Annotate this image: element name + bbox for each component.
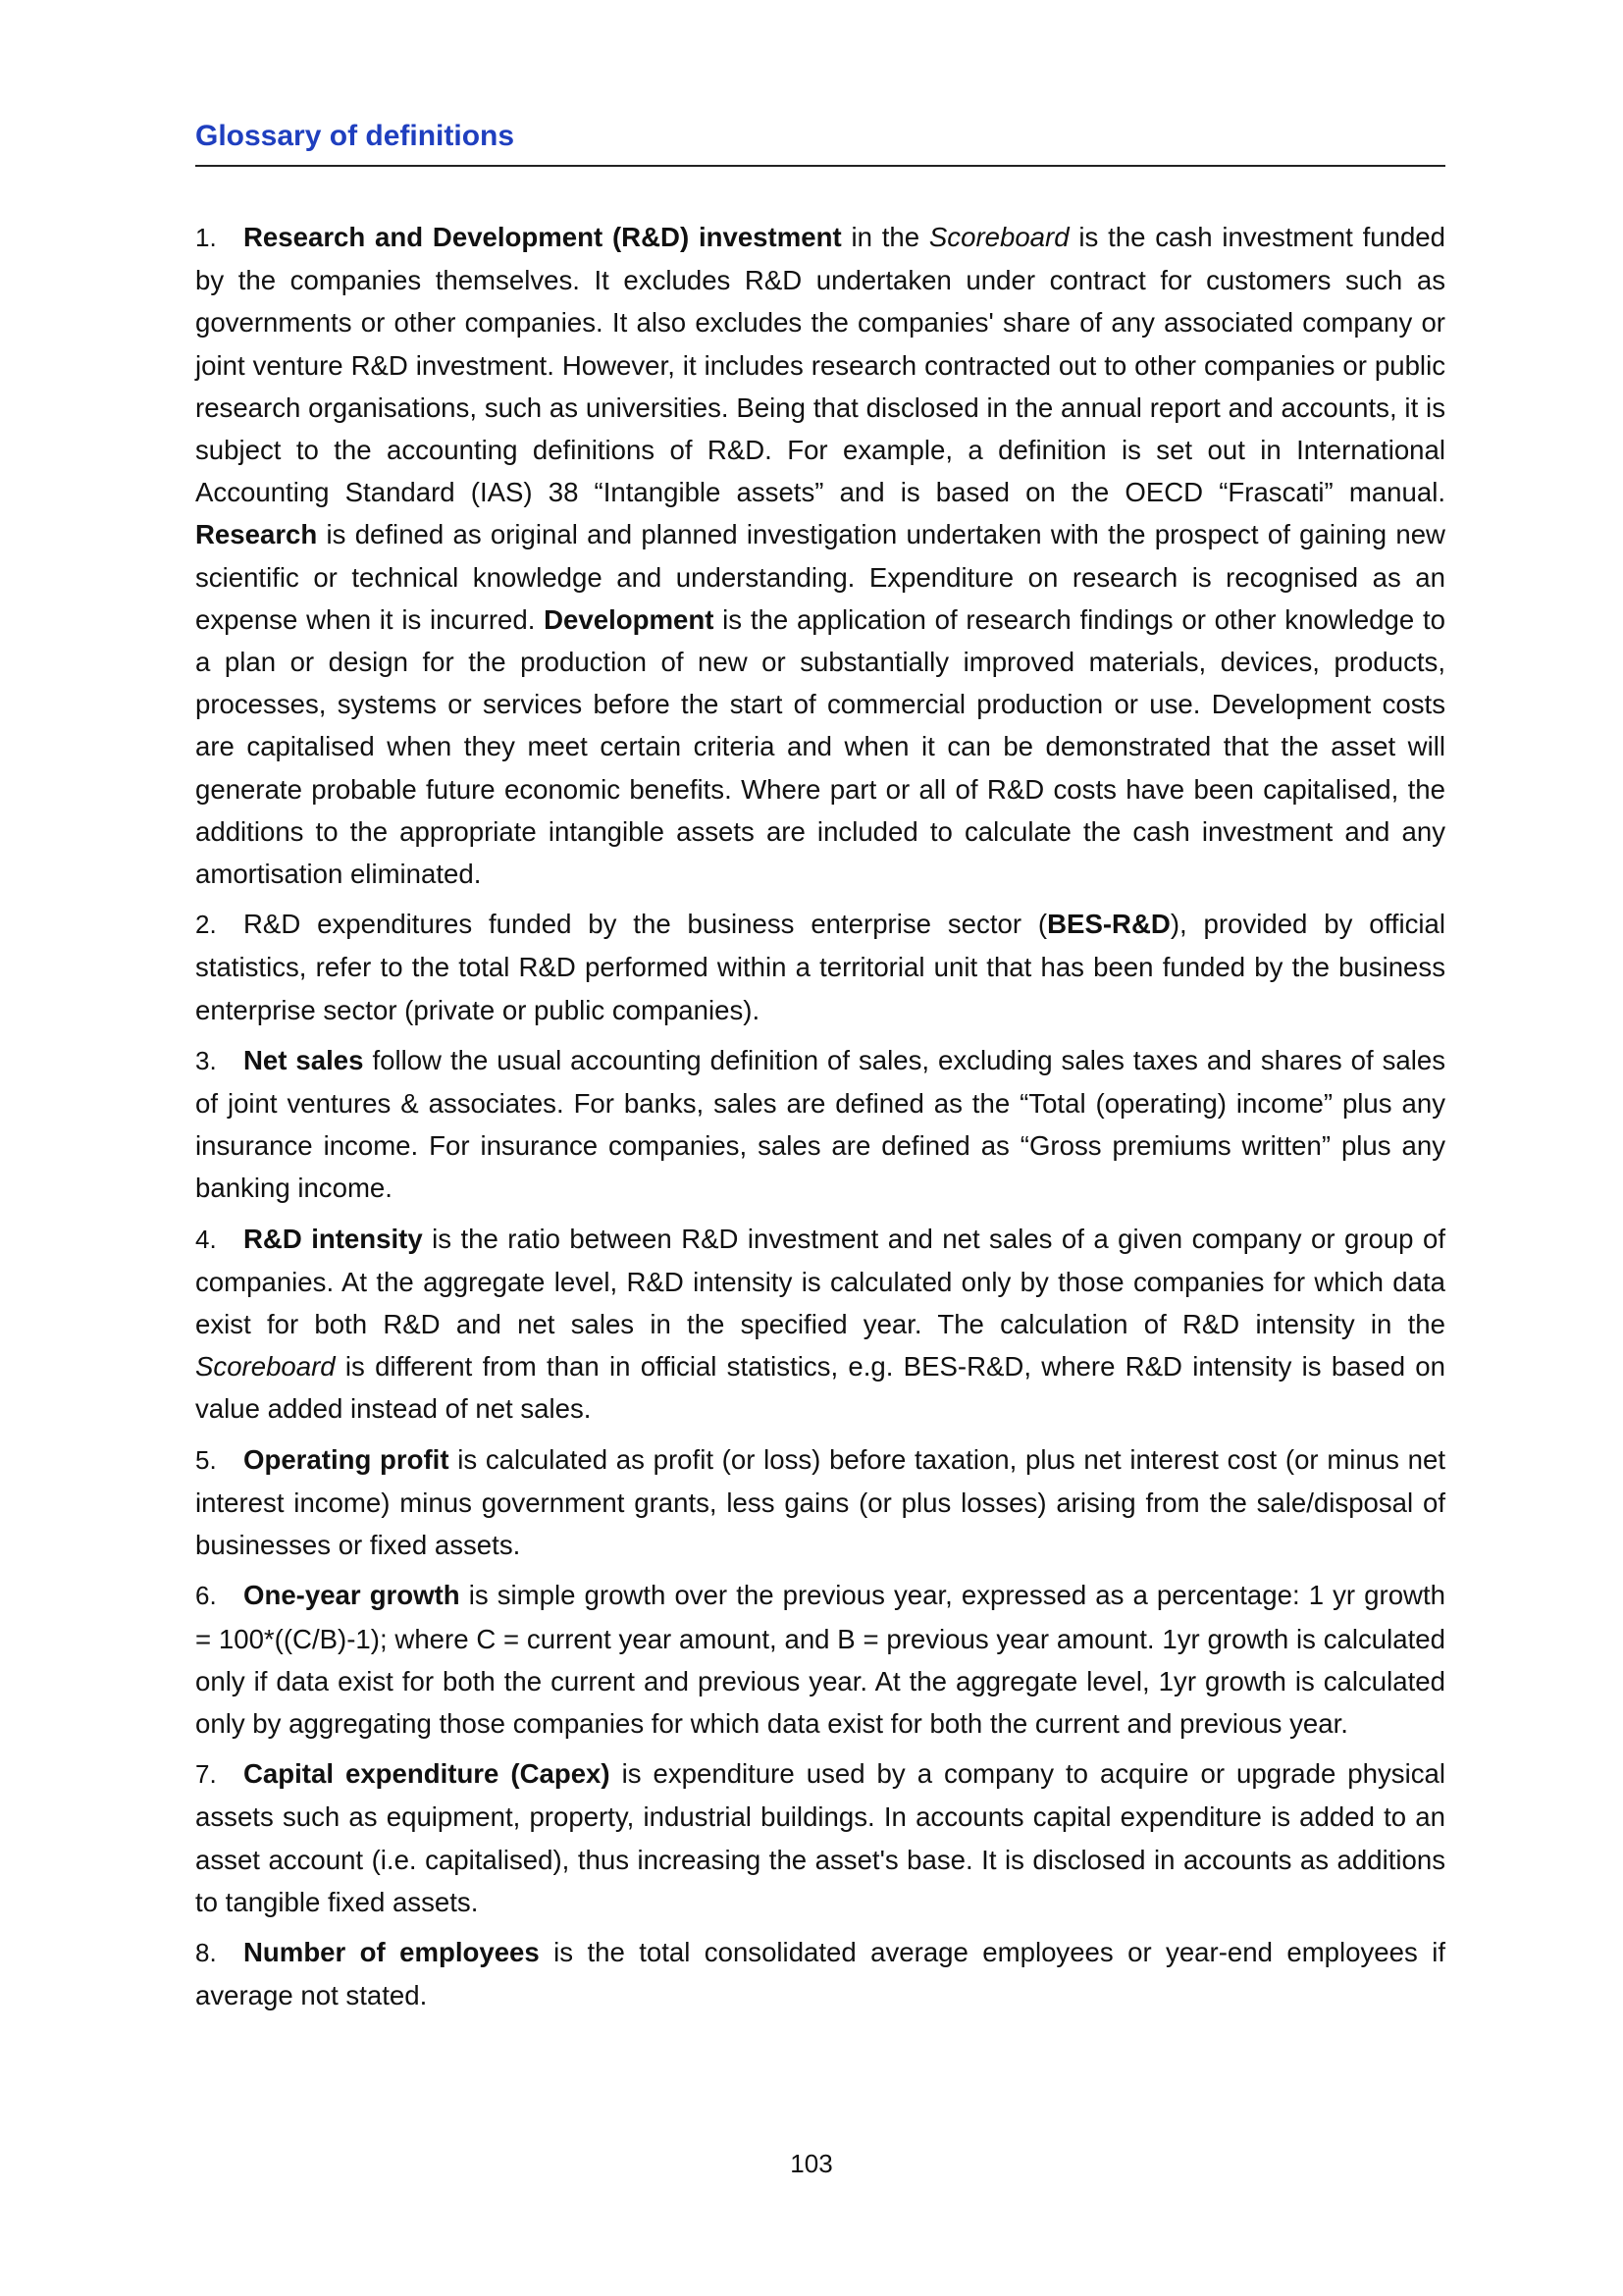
definition-term-research: Research xyxy=(195,519,318,550)
definition-text: is calculated as profit (or loss) before taxation, plus net interest cost (or minus net interest income) minus government grants, less gains (or plus losses) arising from the sale/disposal of businesses or fixed assets. xyxy=(195,1443,1445,1561)
definition-text: is expenditure used by a company to acquire or upgrade physical assets such as equipment, property, industrial buildings. In accounts capital expenditure is added to an asset account (i.e. capitalised), thus increasing the asset's base. It is disclosed in accounts as additions to tangible fixed assets. xyxy=(195,1758,1445,1917)
definition-1 xyxy=(195,216,1445,895)
definition-text: is the total consolidated average employees or year-end employees if average not stated. xyxy=(195,1936,1445,2011)
definition-number: 8. xyxy=(195,1937,217,1967)
definition-term: Research and Development (R&D) investment xyxy=(243,222,842,252)
definition-term: BES-R&D xyxy=(1047,909,1171,940)
definition-text: is defined as original and planned investigation undertaken with the prospect of gaining new scientific or technical knowledge and understanding. Expenditure on research is recognised as an expense when it is incurred. xyxy=(195,519,1445,635)
definition-number: 5. xyxy=(195,1444,217,1475)
definition-8 xyxy=(195,1931,1445,2016)
title-divider xyxy=(195,165,1445,167)
definition-term-development: Development xyxy=(544,603,714,635)
definition-text: is different from than in official statistics, e.g. BES-R&D, where R&D intensity is based on value added instead of net sales. xyxy=(195,1351,1445,1425)
definition-number: 3. xyxy=(195,1045,217,1075)
definition-text: R&D expenditures funded by the business enterprise sector ( xyxy=(243,909,1048,940)
definition-term: Capital expenditure (Capex) xyxy=(243,1758,610,1790)
definition-number: 6. xyxy=(195,1581,217,1611)
definition-term: Operating profit xyxy=(243,1443,449,1475)
definition-term: One-year growth xyxy=(243,1580,460,1611)
definition-number: 1. xyxy=(195,223,217,252)
definition-text: ), provided by official statistics, refer to the total R&D performed within a territorial unit that has been funded by the business enterprise sector (private or public companies). xyxy=(195,909,1446,1025)
definition-term: Number of employees xyxy=(243,1936,540,1967)
document-page xyxy=(195,116,1445,2024)
definition-number: 7. xyxy=(195,1759,217,1790)
definition-text: is the ratio between R&D investment and net sales of a given company or group of companies. At the aggregate level, R&D intensity is calculated only by those companies for which data exist for both R&D and net sales in the specified year. The calculation of R&D intensity in the xyxy=(195,1223,1445,1340)
definition-term: Net sales xyxy=(243,1044,364,1075)
scoreboard-reference: Scoreboard xyxy=(928,222,1070,252)
definition-text: follow the usual accounting definition of sales, excluding sales taxes and shares of sales of joint ventures & associates. For banks, sales are defined as the “Total (operating) income” plus any insurance income. For insurance companies, sales are defined as “Gross premiums written” plus any banking income. xyxy=(195,1044,1445,1204)
definition-7 xyxy=(195,1752,1445,1923)
definition-text: in the xyxy=(841,222,929,252)
definition-text: is the cash investment funded by the companies themselves. It excludes R&D undertaken under contract for customers such as governments or other companies. It also excludes the companies' share of any associated company or joint venture R&D investment. However, it includes research contracted out to other companies or public research organisations, such as universities. Being that disclosed in the annual report and accounts, it is subject to the accounting definitions of R&D. For example, a definition is set out in International Accounting Standard (IAS) 38 “Intangible assets” and is based on the OECD “Frascati” manual. xyxy=(195,222,1445,508)
scoreboard-reference: Scoreboard xyxy=(195,1351,336,1383)
definition-3 xyxy=(195,1039,1445,1210)
page-number: 103 xyxy=(790,2149,833,2178)
page-title: Glossary of definitions xyxy=(195,120,515,152)
definition-text: is simple growth over the previous year, expressed as a percentage: 1 yr growth = 100*((C/B)-1); where C = current year amount, and B = previous year amount. 1yr growth is calculated only if data exist for both the current and previous year. At the aggregate level, 1yr growth is calculated only by aggregating those companies for which data exist for both the current and previous year. xyxy=(195,1580,1446,1739)
definition-term: R&D intensity xyxy=(243,1223,423,1254)
definition-6 xyxy=(195,1574,1445,1745)
definition-2 xyxy=(195,903,1445,1031)
definition-number: 4. xyxy=(195,1224,217,1254)
definition-number: 2. xyxy=(195,910,217,940)
definition-text: is the application of research findings or other knowledge to a plan or design for the production of new or substantially improved materials, devices, products, processes, systems or services before the start of commercial production or use. Development costs are capitalised when they meet certain criteria and when it can be demonstrated that the asset will generate probable future economic benefits. Where part or all of R&D costs have been capitalised, the additions to the appropriate intangible assets are included to calculate the cash investment and any amortisation eliminated. xyxy=(195,603,1445,890)
definition-4 xyxy=(195,1218,1445,1431)
definition-5 xyxy=(195,1438,1445,1567)
